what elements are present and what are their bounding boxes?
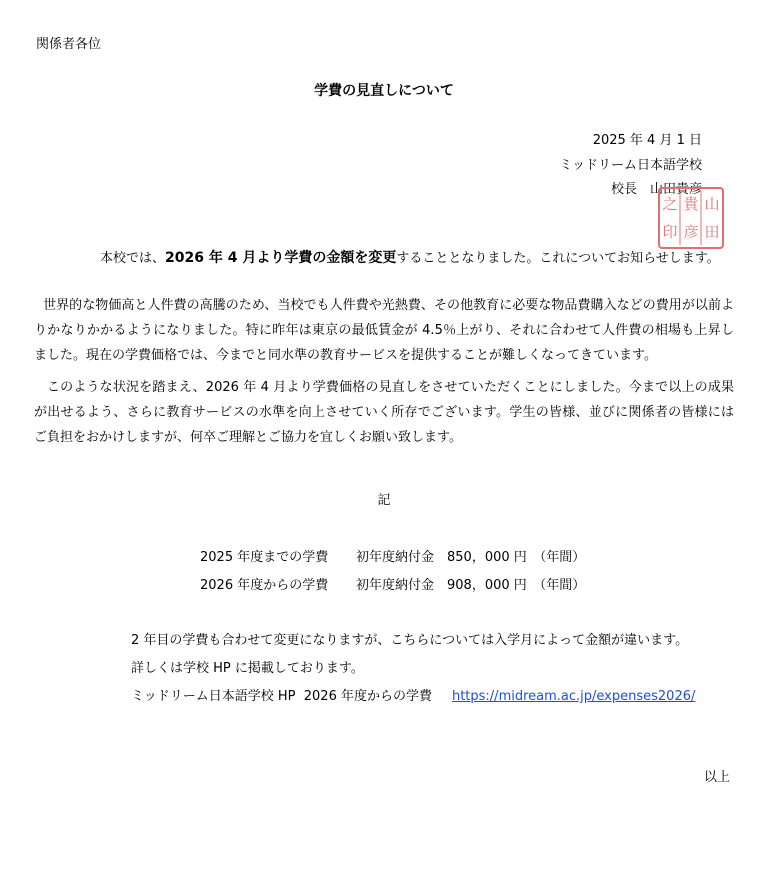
document-title: 学費の見直しについて — [314, 83, 454, 99]
lead-prefix: 本校では、 — [100, 251, 166, 266]
note-line-1: 2 年目の学費も合わせて変更になりますが、こちらについては入学月によって金額が違います。 — [131, 633, 689, 648]
closing-ijo: 以上 — [703, 770, 730, 785]
expenses-link[interactable]: https://midream.ac.jp/expenses2026/ — [451, 689, 696, 704]
ki-heading: 記 — [377, 493, 391, 508]
note-line-2: 詳しくは学校 HP に掲載しております。 — [131, 661, 364, 676]
fee-row — [200, 546, 585, 565]
svg-text:田: 田 — [704, 223, 720, 241]
lead-suffix: することとなりました。これについてお知らせします。 — [396, 251, 720, 266]
fee-row-detail: 初年度納付金 908，000 円 （年間） — [356, 578, 586, 593]
school-name: ミッドリーム日本語学校 — [559, 158, 702, 173]
svg-text:山: 山 — [704, 195, 720, 213]
fee-row — [200, 574, 585, 593]
lead-emphasis: 2026 年 4 月より学費の金額を変更 — [165, 250, 397, 266]
fee-row-detail: 初年度納付金 850，000 円 （年間） — [356, 550, 586, 565]
principal-name: 校長 山田貴彦 — [610, 182, 702, 197]
svg-text:貴: 貴 — [683, 195, 699, 213]
body-paragraph-1: 世界的な物価高と人件費の高騰のため、当校でも人件費や光熱費、その他教育に必要な物品費購入などの費用が以前よりかなりかかるようになりました。特に昨年は東京の最低賃金が 4.5％上がり、それに合わせて人件費の相場も上昇しました。現在の学費価格では、今までと同水準の教育サービスを提供することが難しくなってきています。 — [34, 298, 734, 363]
fee-row-label: 2025 年度までの学費 — [200, 550, 329, 565]
svg-text:印: 印 — [662, 223, 678, 241]
fee-row-label: 2026 年度からの学費 — [200, 578, 329, 593]
homepage-label: ミッドリーム日本語学校 HP 2026 年度からの学費 — [131, 689, 432, 704]
note-line-3 — [131, 685, 695, 704]
lead-sentence — [100, 247, 720, 267]
personal-seal-stamp — [656, 185, 726, 251]
issue-date: 2025 年 4 月 1 日 — [592, 133, 702, 148]
svg-text:彦: 彦 — [683, 223, 699, 241]
svg-text:之: 之 — [662, 195, 678, 213]
addressee: 関係者各位 — [36, 37, 102, 52]
body-paragraph-2: このような状況を踏まえ、2026 年 4 月より学費価格の見直しをさせていただくことにしました。今まで以上の成果が出せるよう、さらに教育サービスの水準を向上させていく所存でございます。学生の皆様、並びに関係者の皆様にはご負担をおかけしますが、何卒ご理解とご協力を宜しくお願い致します。 — [34, 380, 734, 445]
